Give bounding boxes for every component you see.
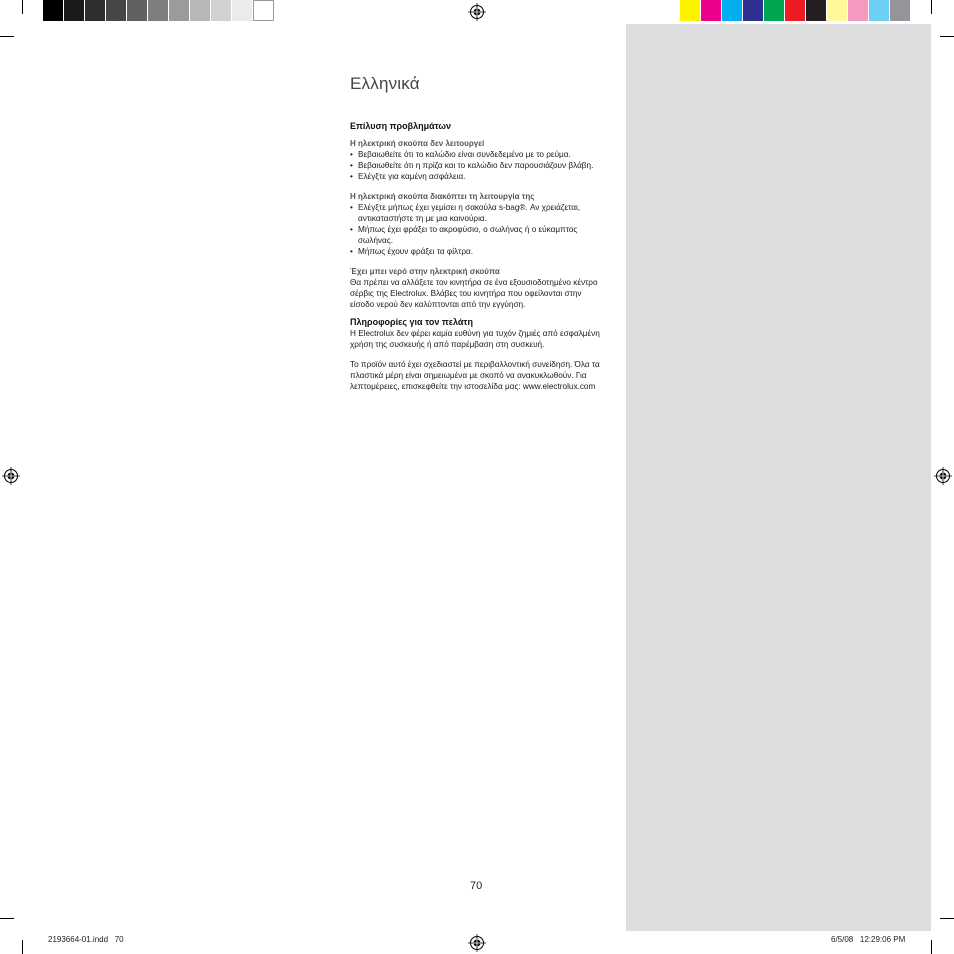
process-swatch — [680, 0, 701, 21]
list-item: • Ελέγξτε μήπως έχει γεμίσει η σακούλα s-bag®. Αν χρειάζεται, αντικαταστήστε τη με μια καινούρια. — [350, 202, 581, 223]
list-item: • Βεβαιωθείτε ότι η πρίζα και το καλώδιο δεν παρουσιάζουν βλάβη. — [350, 161, 594, 171]
customer-info-para-2: Το προϊόν αυτό έχει σχεδιαστεί με περιβαλλοντική συνείδηση. Όλα τα πλαστικά μέρη είναι σημειωμένα με σκοπό να ανακυκλωθούν. Για λεπτομέρειες, επισκεφθείτε την ιστοσελίδα μας: www.electrolux.com — [350, 359, 600, 392]
crop-mark-top-left-vertical — [22, 0, 23, 14]
list-item: • Ελέγξτε για καμένη ασφάλεια. — [350, 172, 466, 182]
process-swatch — [764, 0, 785, 21]
crop-mark-bottom-right-vertical — [931, 940, 932, 954]
gray-swatch — [64, 0, 85, 21]
customer-info-heading: Πληροφορίες για τον πελάτη — [350, 317, 473, 328]
list-item: • Μήπως έχουν φράξει τα φίλτρα. — [350, 247, 474, 257]
registration-mark-bottom-icon — [468, 934, 486, 952]
footer-file-info: 2193664-01.indd 70 — [48, 935, 124, 944]
crop-mark-top-right-vertical — [931, 0, 932, 14]
gray-swatch — [127, 0, 148, 21]
stops-list — [350, 202, 606, 258]
process-swatch — [785, 0, 806, 21]
gray-swatch — [232, 0, 253, 21]
crop-mark-top-left-horizontal — [0, 36, 14, 37]
crop-mark-top-right-horizontal — [940, 36, 954, 37]
gray-swatch — [85, 0, 106, 21]
process-swatch — [869, 0, 890, 21]
gray-swatch — [211, 0, 232, 21]
troubleshooting-heading: Επίλυση προβλημάτων — [350, 121, 452, 131]
section-water-heading: Έχει μπει νερό στην ηλεκτρική σκούπα — [350, 266, 500, 276]
section-stops-heading: Η ηλεκτρική σκούπα διακόπτει τη λειτουργία της — [350, 191, 535, 201]
gray-swatch — [148, 0, 169, 21]
page-number: 70 — [470, 880, 483, 892]
process-swatch — [701, 0, 722, 21]
customer-info-para-1: Η Electrolux δεν φέρει καμία ευθύνη για τυχόν ζημιές από εσφαλμένη χρήση της συσκευής ή από παρέμβαση στη συσκευή. — [350, 329, 600, 350]
registration-mark-right-icon — [934, 467, 952, 485]
gray-swatch — [43, 0, 64, 21]
registration-mark-top-icon — [468, 3, 486, 21]
crop-mark-bottom-left-horizontal — [0, 918, 14, 919]
not-working-list — [350, 149, 606, 183]
process-swatch — [743, 0, 764, 21]
gray-swatch — [253, 0, 274, 21]
water-text: Θα πρέπει να αλλάξετε τον κινητήρα σε ένα εξουσιοδοτημένο κέντρο σέρβις της Electrolux. Βλάβες του κινητήρα που οφείλονται στην είσοδο νερού δεν καλύπτονται από την εγγύηση. — [350, 277, 598, 310]
crop-mark-bottom-left-vertical — [22, 940, 23, 954]
footer-timestamp: 6/5/08 12:29:06 PM — [831, 935, 906, 944]
process-swatch — [848, 0, 869, 21]
grayscale-color-bar — [43, 0, 274, 21]
gray-swatch — [106, 0, 127, 21]
language-title: Ελληνικά — [350, 74, 420, 93]
section-not-working-heading: Η ηλεκτρική σκούπα δεν λειτουργεί — [350, 139, 485, 148]
process-swatch — [827, 0, 848, 21]
list-item: • Μήπως έχει φράξει το ακροφύσιο, ο σωλήνας ή ο εύκαμπτος σωλήνας. — [350, 225, 578, 246]
process-swatch — [722, 0, 743, 21]
list-item: • Βεβαιωθείτε ότι το καλώδιο είναι συνδεδεμένο με το ρεύμα. — [350, 150, 571, 159]
side-panel — [626, 24, 931, 931]
process-color-bar — [680, 0, 911, 21]
registration-mark-left-icon — [2, 467, 20, 485]
process-swatch — [806, 0, 827, 21]
gray-swatch — [169, 0, 190, 21]
gray-swatch — [190, 0, 211, 21]
crop-mark-bottom-right-horizontal — [940, 918, 954, 919]
process-swatch — [890, 0, 911, 21]
manual-content — [350, 74, 606, 392]
